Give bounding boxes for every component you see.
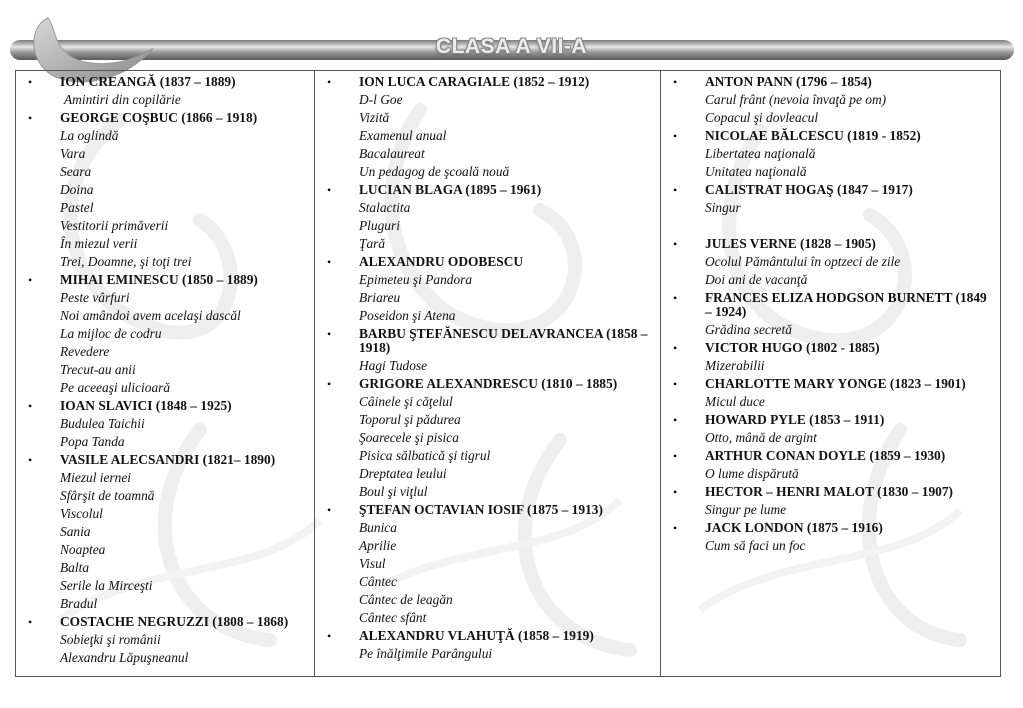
author-name: HOWARD PYLE (1853 – 1911) [705,412,885,427]
work-title: Sfârşit de toamnă [60,488,155,503]
work-title: Trei, Doamne, şi toţi trei [60,254,192,269]
work-title: Toporul şi pădurea [359,412,461,427]
work-title: Budulea Taichii [60,416,145,431]
work-title: D-l Goe [359,92,403,107]
bullet-icon: • [28,75,33,89]
author-entry [661,291,1000,319]
author-entry [661,449,1000,463]
author-name: ALEXANDRU ODOBESCU [359,254,524,269]
author-entry [16,399,314,413]
work-title: Examenul anual [359,128,447,143]
work-title: La oglindă [60,128,119,143]
work-title: Cântec sfânt [359,610,427,625]
bullet-icon: • [673,521,678,535]
bullet-icon: • [673,449,678,463]
bullet-icon: • [327,327,332,341]
author-name: ARTHUR CONAN DOYLE (1859 – 1930) [705,448,946,463]
work-title: Trecut-au anii [60,362,136,377]
bullet-icon: • [673,413,678,427]
bullet-icon: • [673,291,678,305]
work-title: Sobieţki şi românii [60,632,161,647]
work-title: Ocolul Pământului în optzeci de zile [705,254,901,269]
bullet-icon: • [28,399,33,413]
bullet-icon: • [327,75,332,89]
work-title: Epimeteu şi Pandora [359,272,473,287]
author-name: GEORGE COŞBUC (1866 – 1918) [60,110,258,125]
author-entry [661,237,1000,251]
work-title: Singur pe lume [705,502,787,517]
work-title: Pisica sălbatică şi tigrul [359,448,491,463]
work-title: Peste vârfuri [60,290,130,305]
column-3 [661,71,1001,677]
work-title: Libertatea naţională [705,146,816,161]
work-title: Doi ani de vacanţă [705,272,808,287]
bullet-icon: • [28,453,33,467]
author-entry [661,485,1000,499]
author-name: MIHAI EMINESCU (1850 – 1889) [60,272,258,287]
work-title: Serile la Mirceşti [60,578,153,593]
author-entry [315,503,660,517]
author-name: ION LUCA CARAGIALE (1852 – 1912) [359,74,590,89]
work-title: Popa Tanda [60,434,125,449]
author-name: NICOLAE BĂLCESCU (1819 - 1852) [705,128,921,143]
work-title: Revedere [60,344,110,359]
author-entry [661,521,1000,535]
author-name: JACK LONDON (1875 – 1916) [705,520,883,535]
bullet-icon: • [673,237,678,251]
author-entry [16,75,314,89]
work-title: Bunica [359,520,397,535]
work-title: Pluguri [359,218,400,233]
column-1 [16,71,315,677]
work-title: Cântec de leagăn [359,592,453,607]
bullet-icon: • [327,183,332,197]
work-title: Poseidon şi Atena [359,308,456,323]
work-title: Balta [60,560,90,575]
work-title: Aprilie [359,538,397,553]
work-title: Carul frânt (nevoia învaţă pe om) [705,92,887,107]
work-title: Vara [60,146,86,161]
author-entry [661,413,1000,427]
bullet-icon: • [673,485,678,499]
author-name: JULES VERNE (1828 – 1905) [705,236,876,251]
author-entry [315,327,660,355]
work-title: O lume dispărută [705,466,799,481]
work-title: Noi amândoi avem acelaşi dascăl [60,308,241,323]
author-name: ŞTEFAN OCTAVIAN IOSIF (1875 – 1913) [359,502,603,517]
work-title: Sania [60,524,91,539]
bullet-icon: • [673,183,678,197]
work-title: Hagi Tudose [359,358,428,373]
work-title: Vestitorii primăverii [60,218,169,233]
author-name: VASILE ALECSANDRI (1821– 1890) [60,452,276,467]
work-title: Un pedagog de şcoală nouă [359,164,510,179]
bullet-icon: • [673,377,678,391]
work-title: Alexandru Lăpuşneanul [60,650,189,665]
work-title: Seara [60,164,92,179]
author-entry [661,377,1000,391]
author-entry [16,273,314,287]
spacer [661,217,1000,235]
author-name: ION CREANGĂ (1837 – 1889) [60,74,236,89]
work-title: Bradul [60,596,98,611]
reading-list-table [15,70,1001,677]
work-title: Noaptea [60,542,106,557]
author-name: VICTOR HUGO (1802 - 1885) [705,340,880,355]
work-title: Otto, mână de argint [705,430,817,445]
work-title: Ţară [359,236,386,251]
bullet-icon: • [327,629,332,643]
work-title: Câinele şi căţelul [359,394,453,409]
work-title: Stalactita [359,200,411,215]
author-name: ANTON PANN (1796 – 1854) [705,74,872,89]
slide-title: CLASA A VII-A [435,35,588,58]
author-name: FRANCES ELIZA HODGSON BURNETT (1849 – 1924) [705,290,987,319]
work-title: Bacalaureat [359,146,425,161]
work-title: În miezul verii [60,236,138,251]
work-title: Pe înălţimile Parângului [359,646,493,661]
bullet-icon: • [673,341,678,355]
author-name: GRIGORE ALEXANDRESCU (1810 – 1885) [359,376,618,391]
author-entry [16,453,314,467]
work-title: Briareu [359,290,401,305]
author-entry [16,111,314,125]
author-entry [315,629,660,643]
work-title: Micul duce [705,394,765,409]
work-title: Doina [60,182,94,197]
bullet-icon: • [673,75,678,89]
work-title: Pe aceeaşi ulicioară [60,380,171,395]
column-2 [315,71,661,677]
work-title: Copacul şi dovleacul [705,110,819,125]
author-entry [315,183,660,197]
work-title: Boul şi viţlul [359,484,428,499]
work-title: Viscolul [60,506,103,521]
author-entry [661,129,1000,143]
author-entry [661,183,1000,197]
bullet-icon: • [327,503,332,517]
work-title: Unitatea naţională [705,164,807,179]
work-title: Pastel [60,200,94,215]
work-title: Şoarecele şi pisica [359,430,459,445]
work-title: La mijloc de codru [60,326,162,341]
work-title: Cum să faci un foc [705,538,806,553]
author-name: CALISTRAT HOGAŞ (1847 – 1917) [705,182,913,197]
bullet-icon: • [327,255,332,269]
author-name: COSTACHE NEGRUZZI (1808 – 1868) [60,614,289,629]
author-entry [661,341,1000,355]
work-title: Amintiri din copilărie [64,92,181,107]
author-entry [315,75,660,89]
author-name: LUCIAN BLAGA (1895 – 1961) [359,182,542,197]
work-title: Singur [705,200,741,215]
bullet-icon: • [28,615,33,629]
bullet-icon: • [673,129,678,143]
work-title: Miezul iernei [60,470,132,485]
work-title: Grădina secretă [705,322,792,337]
author-entry [16,615,314,629]
work-title: Dreptatea leului [359,466,447,481]
work-title: Cântec [359,574,397,589]
author-name: IOAN SLAVICI (1848 – 1925) [60,398,232,413]
bullet-icon: • [28,111,33,125]
author-name: ALEXANDRU VLAHUŢĂ (1858 – 1919) [359,628,594,643]
bullet-icon: • [327,377,332,391]
author-name: HECTOR – HENRI MALOT (1830 – 1907) [705,484,953,499]
author-entry [661,75,1000,89]
author-entry [315,377,660,391]
author-name: CHARLOTTE MARY YONGE (1823 – 1901) [705,376,966,391]
author-entry [315,255,660,269]
work-title: Visul [359,556,386,571]
work-title: Mizerabilii [705,358,765,373]
bullet-icon: • [28,273,33,287]
author-name: BARBU ŞTEFĂNESCU DELAVRANCEA (1858 – 1918) [359,326,648,355]
work-title: Vizită [359,110,390,125]
